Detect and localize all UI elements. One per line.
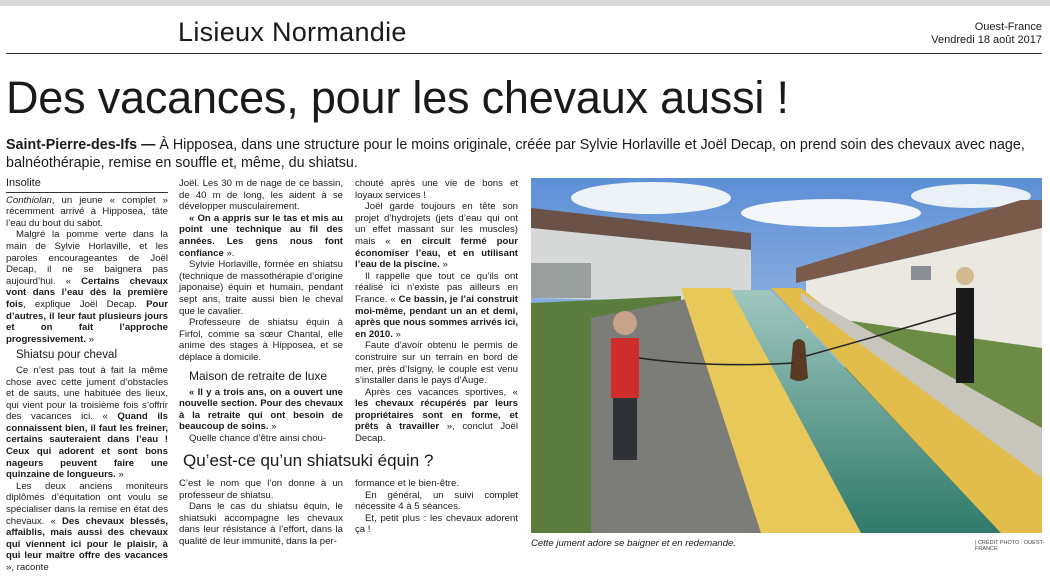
col2-p6: Quelle chance d’être ainsi chou- <box>189 432 327 444</box>
kicker: Insolite <box>6 178 168 193</box>
box-b2: En général, un suivi complet nécessite 4 à 5 séances. <box>355 489 518 513</box>
column-1 <box>6 178 168 574</box>
lead-place: Saint-Pierre-des-Ifs — <box>6 137 156 153</box>
col1-p2: Malgré la pomme verte dans la main de Sylvie Horlaville, et les paroles encourageantes de Joël Decap, il ne se baignera pas aujourd’hui. « Certains chevaux vont dans l’eau dès la première fois, explique Joël Decap. Pour d’autres, il leur faut plusieurs jours et on fait l’approche progressivement. » <box>6 229 168 345</box>
box-col-b <box>355 478 518 536</box>
box-a1: C’est le nom que l’on donne à un professeur de shiatsu. <box>179 478 343 501</box>
col3-p3: Il rappelle que tout ce qu’ils ont réalisé ici n’existe pas ailleurs en France. « Ce bassin, je l’ai construit moi-même, pendant un an et demi, après que nous sommes arrivés ici, en 2010. » <box>355 270 518 340</box>
col1-p4: Les deux anciens moniteurs diplômés d’équitation ont voulu se spécialiser dans la remise en état des chevaux. « Des chevaux blessés, affaiblis, mais aussi des chevaux qui viennent ici pour le plaisir, à qui leur maître offre des vacances », raconte <box>6 480 168 573</box>
col3-p2: Joël garde toujours en tête son projet d’hydrojets (jets d’eau qui ont un effet massant sur les muscles) mais « en circuit fermé pour économiser l’eau, et en utilisant l’eau de la piscine. » <box>355 201 518 271</box>
publication-info <box>931 21 1042 47</box>
top-bar <box>0 0 1050 6</box>
box-b3: Et, petit plus : les chevaux adorent ça ! <box>355 512 518 536</box>
col2-p2: « On a appris sur le tas et mis au point une technique au fil des années. Les gens nous font confiance ». <box>179 212 343 259</box>
col2-p1: Joël. Les 30 m de nage de ce bassin, de 40 m de long, les aident à se développer musculairement. <box>179 178 343 213</box>
lead-text: À Hipposea, dans une structure pour le moins originale, créée par Sylvie Horlaville et Joël Decap, on prend soin des chevaux avec nage, balnéothérapie, remise en souffle et, même, du shiatsu. <box>6 137 1025 171</box>
subheading-shiatsu: Shiatsu pour cheval <box>16 349 118 362</box>
col3-p1: chouté après une vie de bons et loyaux services ! <box>355 178 518 201</box>
col1-p3: Ce n’est pas tout à fait la même chose avec cette jument d’obstacles et de sauts, une habituée des lieux, qui vient pour la troisième fois s’offrir des vacances ici. « Quand ils connaissent bien, il faut les freiner, certains sauteraient dans l’eau ! Ceux qui adorent et sont bons nageurs peuvent faire une quinzaine de longueurs. » <box>6 364 168 481</box>
column-2 <box>179 178 343 444</box>
box-a2: Dans le cas du shiatsu équin, le shiatsuki accompagne les chevaux dans leur résistance à l’effort, dans la qualité de leur immunité, dans la per- <box>179 501 343 547</box>
col1-p1: Conthiolan, un jeune « complet » récemment arrivé à Hipposea, tâte l’eau du bout du sabot. <box>6 194 168 229</box>
photo-illustration <box>531 178 1042 533</box>
subheading-retraite: Maison de retraite de luxe <box>189 368 328 383</box>
photo-horse-pool <box>531 178 1042 533</box>
col2-p4: Professeure de shiatsu équin à Firfol, comme sa sœur Chantal, elle anime des stages à Hipposea, et se déplace à domicile. <box>179 317 343 363</box>
col3-p4: Faute d’avoir obtenu le permis de construire sur un terrain en bord de mer, près d’Isigny, le couple est venu s’installer dans le pays d’Auge. <box>355 340 518 387</box>
headline: Des vacances, pour les chevaux aussi ! <box>6 72 789 123</box>
publication-date: Vendredi 18 août 2017 <box>931 34 1042 46</box>
box-title: Qu’est-ce qu’un shiatsuki équin ? <box>183 451 434 470</box>
header-rule <box>6 53 1042 54</box>
lead-paragraph <box>6 136 1036 172</box>
col2-p5: « Il y a trois ans, on a ouvert une nouvelle section. Pour des chevaux à la retraite qui ont besoin de beaucoup de soins. » <box>179 386 343 433</box>
publication-name: Ouest-France <box>974 21 1042 33</box>
column-3 <box>355 178 518 445</box>
section-title: Lisieux Normandie <box>178 17 407 47</box>
photo-credit: | CRÉDIT PHOTO : OUEST-FRANCE <box>975 540 1045 552</box>
col2-p3: Sylvie Horlaville, formée en shiatsu (technique de massothérapie d’origine japonaise) équin et humain, pendant sept ans, traite aussi bien le cheval que le cavalier. <box>179 259 343 317</box>
box-b1: formance et le bien-être. <box>355 478 459 489</box>
col3-p5: Après ces vacances sportives, « les chevaux récupérés par leurs propriétaires sont en forme, et prêts à travailler », conclut Joël Decap. <box>355 386 518 445</box>
box-col-a <box>179 478 343 548</box>
photo-caption: Cette jument adore se baigner et en redemande. <box>531 538 736 549</box>
